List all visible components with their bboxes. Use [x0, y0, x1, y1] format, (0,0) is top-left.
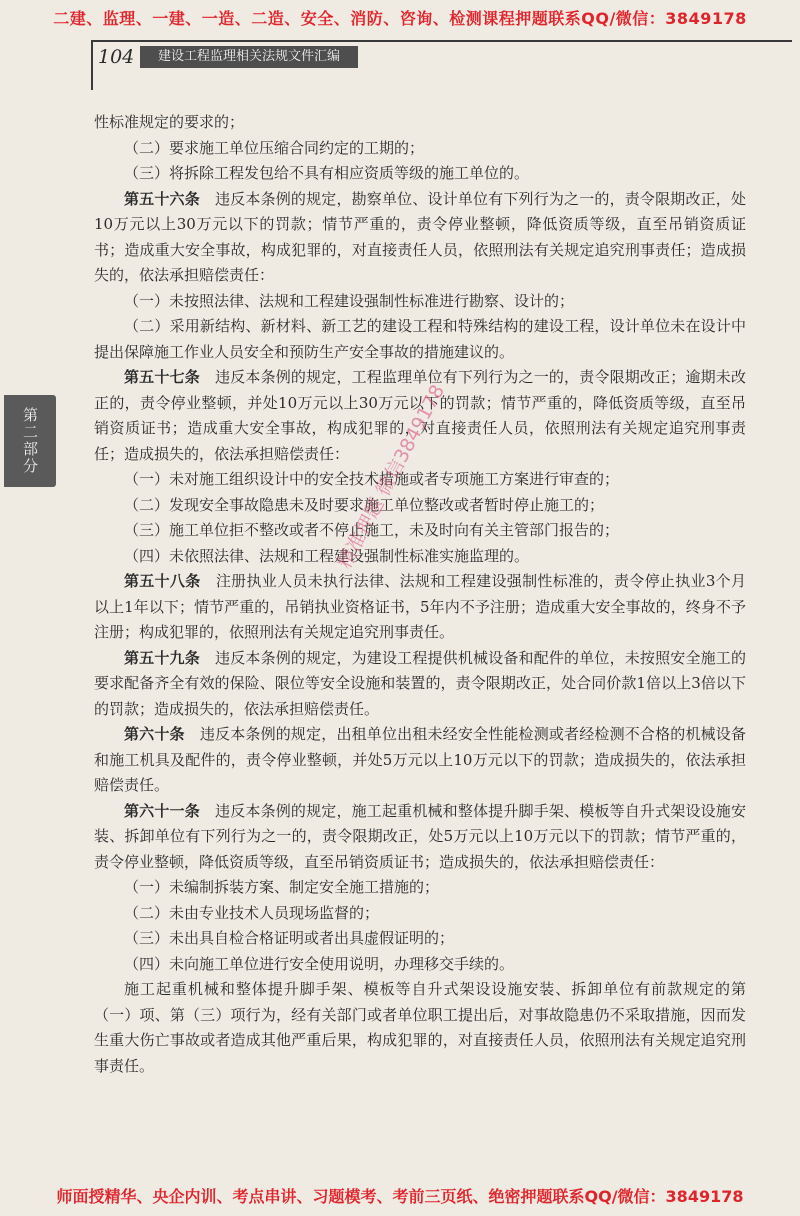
paragraph — [94, 314, 746, 365]
paragraph-text: 违反本条例的规定，勘察单位、设计单位有下列行为之一的，责令限期改正，处10万元以上30万元以下的罚款；情节严重的，责令停业整顿，降低资质等级，直至吊销资质证书；造成重大安全事故，构成犯罪的，对直接责任人员，依照刑法有关规定追究刑事责任；造成损失的，依法承担赔偿责任： — [94, 189, 746, 284]
article-heading: 第六十一条 — [124, 801, 200, 820]
paragraph — [94, 187, 746, 289]
paragraph-text: （一）未编制拆装方案、制定安全施工措施的； — [124, 878, 440, 896]
article-heading: 第五十九条 — [124, 648, 200, 667]
paragraph — [94, 110, 746, 136]
paragraph — [94, 493, 746, 519]
paragraph-text: 违反本条例的规定，出租单位出租未经安全性能检测或者经检测不合格的机械设备和施工机具及配件的，责令停业整顿，并处5万元以上10万元以下的罚款；造成损失的，依法承担赔偿责任。 — [94, 725, 746, 794]
paragraph-text: （二）未由专业技术人员现场监督的； — [124, 903, 380, 922]
paragraph-text: （二）采用新结构、新材料、新工艺的建设工程和特殊结构的建设工程，设计单位未在设计中提出保障施工作业人员安全和预防生产安全事故的措施建议的。 — [94, 317, 746, 361]
paragraph — [94, 952, 746, 978]
top-ad-banner: 二建、监理、一建、一造、二造、安全、消防、咨询、检测课程押题联系QQ/微信：3849178 — [53, 9, 747, 28]
paragraph — [94, 289, 746, 315]
paragraph-text: 注册执业人员未执行法律、法规和工程建设强制性标准的，责令停止执业3个月以上1年以下；情节严重的，吊销执业资格证书，5年内不予注册；造成重大安全事故的，终身不予注册；构成犯罪的，依照刑法有关规定追究刑事责任。 — [94, 572, 746, 641]
paragraph-text: 施工起重机械和整体提升脚手架、模板等自升式架设设施安装、拆卸单位有前款规定的第（一）项、第（三）项行为，经有关部门或者单位职工提出后，对事故隐患仍不采取措施，因而发生重大伤亡事故或者造成其他严重后果，构成犯罪的，对直接责任人员，依照刑法有关规定追究刑事责任。 — [94, 980, 746, 1075]
paragraph-text: （一）未对施工组织设计中的安全技术措施或者专项施工方案进行审查的； — [124, 470, 620, 488]
paragraph-text: 违反本条例的规定，为建设工程提供机械设备和配件的单位，未按照安全施工的要求配备齐全有效的保险、限位等安全设施和装置的，责令限期改正，处合同价款1倍以上3倍以下的罚款；造成损失的，依法承担赔偿责任。 — [94, 648, 746, 718]
paragraph-text: （一）未按照法律、法规和工程建设强制性标准进行勘察、设计的； — [124, 291, 575, 310]
paragraph-text: （三）未出具自检合格证明或者出具虚假证明的； — [124, 929, 455, 947]
paragraph — [94, 875, 746, 901]
paragraph — [94, 136, 746, 162]
paragraph-text: （三）将拆除工程发包给不具有相应资质等级的施工单位的。 — [124, 164, 530, 182]
body-text — [94, 110, 746, 1079]
paragraph-text: 违反本条例的规定，工程监理单位有下列行为之一的，责令限期改正；逾期未改正的，责令停业整顿，并处10万元以上30万元以下的罚款；情节严重的，降低资质等级，直至吊销资质证书；造成重大安全事故，构成犯罪的，对直接责任人员，依照刑法有关规定追究刑事责任；造成损失的，依法承担赔偿责任： — [94, 368, 746, 463]
paragraph — [94, 518, 746, 544]
paragraph-text: （二）要求施工单位压缩合同约定的工期的； — [124, 138, 425, 157]
paragraph-text: 性标准规定的要求的； — [94, 113, 245, 131]
paragraph — [94, 977, 746, 1079]
paragraph — [94, 799, 746, 876]
page-number: 104 — [98, 46, 135, 68]
article-heading: 第六十条 — [124, 725, 185, 743]
paragraph-text: （三）施工单位拒不整改或者不停止施工，未及时向有关主管部门报告的； — [124, 521, 620, 539]
running-header-title: 建设工程监理相关法规文件汇编 — [140, 46, 358, 68]
paragraph — [94, 161, 746, 187]
paragraph-text: （二）发现安全事故隐患未及时要求施工单位整改或者暂时停止施工的； — [124, 495, 605, 514]
paragraph — [94, 569, 746, 646]
section-side-tab: 第二部分 — [4, 395, 56, 487]
bottom-ad-banner: 师面授精华、央企内训、考点串讲、习题模考、考前三页纸、绝密押题联系QQ/微信：3849178 — [56, 1187, 744, 1206]
paragraph — [94, 901, 746, 927]
paragraph — [94, 544, 746, 570]
article-heading: 第五十六条 — [124, 189, 200, 208]
paragraph — [94, 646, 746, 723]
article-heading: 第五十七条 — [124, 368, 200, 386]
header-vertical-rule — [91, 40, 93, 90]
header-rule — [92, 40, 792, 42]
paragraph — [94, 467, 746, 493]
paragraph — [94, 926, 746, 952]
paragraph-text: 违反本条例的规定，施工起重机械和整体提升脚手架、模板等自升式架设设施安装、拆卸单位有下列行为之一的，责令限期改正，处5万元以上10万元以下的罚款；情节严重的，责令停业整顿，降低资质等级，直至吊销资质证书；造成损失的，依法承担赔偿责任： — [94, 801, 746, 871]
paragraph-text: （四）未依照法律、法规和工程建设强制性标准实施监理的。 — [124, 546, 530, 565]
paragraph-text: （四）未向施工单位进行安全使用说明，办理移交手续的。 — [124, 954, 515, 973]
article-heading: 第五十八条 — [124, 572, 201, 590]
paragraph — [94, 722, 746, 799]
diagonal-watermark: 精准押题 微信3849178 — [333, 381, 450, 573]
